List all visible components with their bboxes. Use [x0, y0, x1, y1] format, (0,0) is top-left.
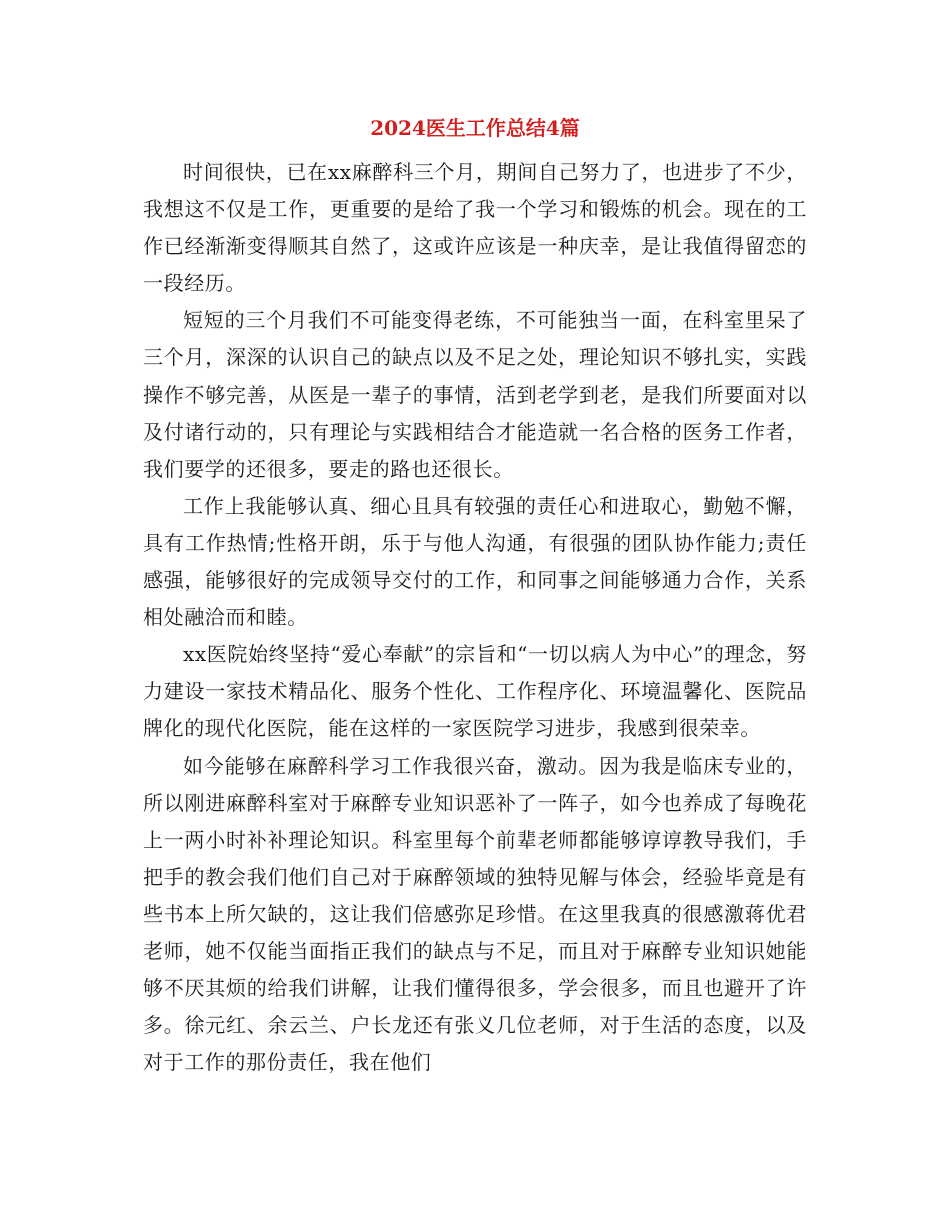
- paragraph-1: 时间很快，已在xx麻醉科三个月，期间自己努力了，也进步了不少，我想这不仅是工作，更重要的是给了我一个学习和锻炼的机会。现在的工作已经渐渐变得顺其自然了，这或许应该是一种庆幸，是让我值得留恋的一段经历。: [143, 160, 807, 296]
- paragraph-4: xx医院始终坚持“爱心奉献”的宗旨和“一切以病人为中心”的理念，努力建设一家技术精品化、服务个性化、工作程序化、环境温馨化、医院品牌化的现代化医院，能在这样的一家医院学习进步，我感到很荣幸。: [143, 642, 807, 741]
- paragraph-5: 如今能够在麻醉科学习工作我很兴奋，激动。因为我是临床专业的，所以刚进麻醉科室对于麻醉专业知识恶补了一阵子，如今也养成了每晚花上一两小时补补理论知识。科室里每个前辈老师都能够谆谆教导我们，手把手的教会我们他们自己对于麻醉领域的独特见解与体会，经验毕竟是有些书本上所欠缺的，这让我们倍感弥足珍惜。在这里我真的很感激蒋优君老师，她不仅能当面指正我们的缺点与不足，而且对于麻醉专业知识她能够不厌其烦的给我们讲解，让我们懂得很多，学会很多，而且也避开了许多。徐元红、余云兰、户长龙还有张义几位老师，对于生活的态度，以及对于工作的那份责任，我在他们: [143, 753, 807, 1075]
- paragraph-3: 工作上我能够认真、细心且具有较强的责任心和进取心，勤勉不懈，具有工作热情;性格开朗，乐于与他人沟通，有很强的团队协作能力;责任感强，能够很好的完成领导交付的工作，和同事之间能够通力合作，关系相处融洽而和睦。: [143, 493, 807, 630]
- paragraph-2: 短短的三个月我们不可能变得老练，不可能独当一面，在科室里呆了三个月，深深的认识自己的缺点以及不足之处，理论知识不够扎实，实践操作不够完善，从医是一辈子的事情，活到老学到老，是我们所要面对以及付诸行动的，只有理论与实践相结合才能造就一名合格的医务工作者，我们要学的还很多，要走的路也还很长。: [143, 308, 807, 481]
- document-body: [143, 154, 807, 1081]
- document-title: 2024医生工作总结4篇: [370, 116, 580, 140]
